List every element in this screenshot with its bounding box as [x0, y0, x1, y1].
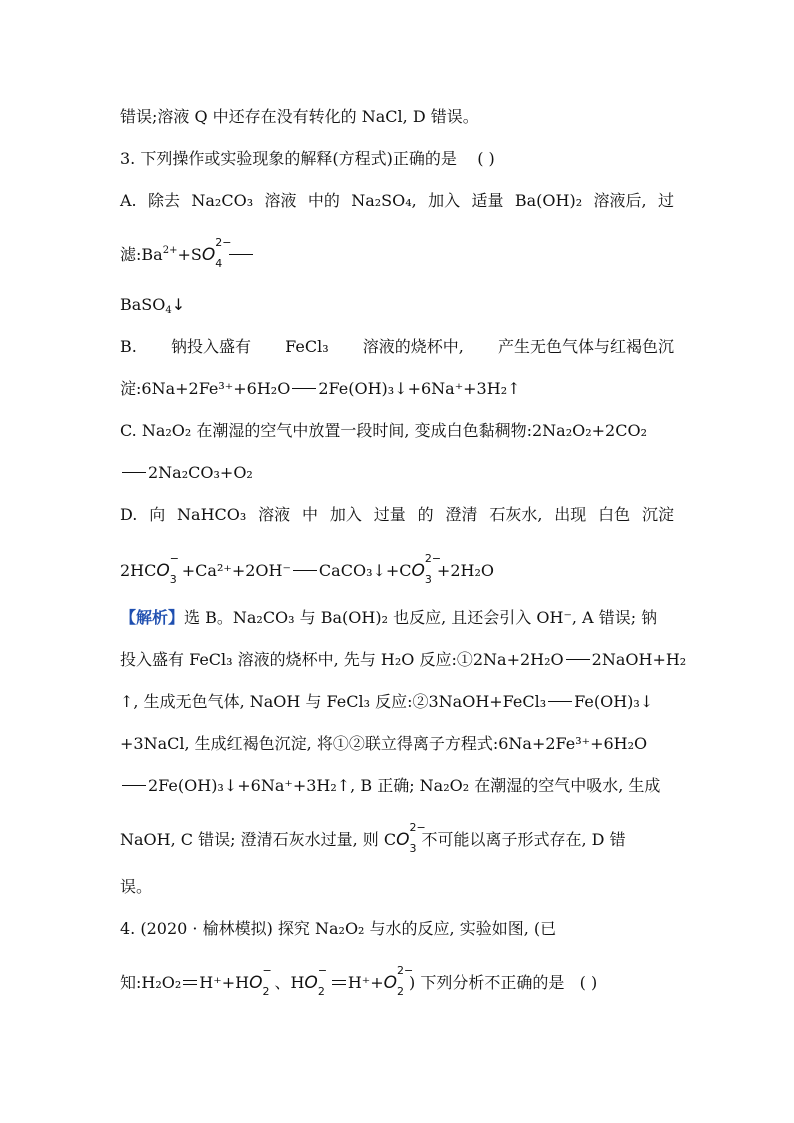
question-4-line2: 知:H₂O₂ H⁺+HO − 2 、HO − 2 H⁺+O 2− 2 ) 下列分析不正确的是 ( )	[120, 964, 598, 998]
word: 产生无色气体与红褐色沉	[497, 337, 674, 356]
word: 加入	[428, 191, 461, 210]
word: Na₂SO₄,	[351, 191, 417, 210]
word: NaHCO₃	[177, 505, 247, 524]
sulfate-ion: O 2− 4	[201, 236, 232, 270]
word: 过量	[373, 505, 406, 524]
word: 中的	[307, 191, 340, 210]
equilibrium-sign	[183, 980, 197, 985]
word: 溶液的烧杯中,	[362, 337, 464, 356]
text-line: 错误;溶液 Q 中还存在没有转化的 NaCl, D 错误。	[120, 107, 479, 126]
word: 加入	[329, 505, 362, 524]
word: Na₂CO₃	[191, 191, 254, 210]
carbonate-ion: O 2− 3	[396, 821, 426, 855]
word: 的	[417, 505, 434, 524]
word: 溶液后,	[593, 191, 647, 210]
word: 钠投入盛有	[170, 337, 251, 356]
analysis-line3: ↑, 生成无色气体, NaOH 与 FeCl₃ 反应:②3NaOH+FeCl₃ Fe(OH)₃↓	[120, 692, 654, 711]
question-4-line1: 4. (2020 · 榆林模拟) 探究 Na₂O₂ 与水的反应, 实验如图, (已	[120, 919, 557, 938]
option-a-line1	[120, 190, 674, 212]
option-b-line2: 淀:6Na+2Fe³⁺+6H₂O 2Fe(OH)₃↓+6Na⁺+3H₂↑	[120, 379, 521, 398]
analysis-line7: 误。	[120, 877, 153, 896]
question-3-stem: 3. 下列操作或实验现象的解释(方程式)正确的是 ( )	[120, 149, 495, 168]
word: FeCl₃	[285, 337, 329, 356]
word: Ba(OH)₂	[514, 191, 583, 210]
word: 除去	[148, 191, 181, 210]
analysis-line1: 【解析】选 B。Na₂CO₃ 与 Ba(OH)₂ 也反应, 且还会引入 OH⁻, A 错误; 钠	[120, 608, 658, 627]
peroxide-ion: O 2− 2	[383, 964, 414, 998]
option-b-line1	[120, 336, 674, 358]
word: 适量	[471, 191, 504, 210]
analysis-tag: 【解析】	[120, 608, 185, 627]
word: B.	[120, 337, 137, 356]
hydroperoxide-ion: O − 2	[304, 964, 328, 998]
hydroperoxide-ion: O − 2	[249, 964, 272, 998]
option-a-line3: BaSO$_4$↓	[120, 295, 186, 316]
word: D.	[120, 505, 138, 524]
word: 中	[302, 505, 319, 524]
word: 澄清	[445, 505, 478, 524]
option-a-line2: 滤$:Ba^{2+}+SO$ 2− 4	[120, 244, 255, 266]
analysis-line5: 2Fe(OH)₃↓+6Na⁺+3H₂↑, B 正确; Na₂O₂ 在潮湿的空气中吸水, 生成	[120, 775, 660, 797]
option-c-line2: 2Na₂CO₃+O₂	[120, 462, 253, 484]
bicarbonate-ion: O − 3	[156, 552, 179, 586]
analysis-line2: 投入盛有 FeCl₃ 溶液的烧杯中, 先与 H₂O 反应:①2Na+2H₂O 2NaOH+H₂	[120, 650, 687, 669]
word: 溶液	[264, 191, 297, 210]
analysis-line6: NaOH, C 错误; 澄清石灰水过量, 则 CO 2− 3 不可能以离子形式存在, D 错	[120, 821, 626, 855]
word: 沉淀	[641, 505, 674, 524]
equilibrium-sign	[332, 980, 346, 985]
option-d-line2: 2HCO − 3 +Ca²⁺+2OH⁻ CaCO₃↓+CO 2− 3 +2H₂O	[120, 552, 494, 586]
option-d-line1	[120, 504, 674, 526]
analysis-line4: +3NaCl, 生成红褐色沉淀, 将①②联立得离子方程式:6Na+2Fe³⁺+6H₂O	[120, 734, 648, 753]
word: 出现	[554, 505, 587, 524]
word: 石灰水,	[489, 505, 543, 524]
word: A.	[120, 191, 137, 210]
word: 过	[657, 191, 674, 210]
word: 溶液	[258, 505, 291, 524]
option-c-line1: C. Na₂O₂ 在潮湿的空气中放置一段时间, 变成白色黏稠物:2Na₂O₂+2CO₂	[120, 421, 648, 440]
carbonate-ion: O 2− 3	[411, 552, 442, 586]
word: 白色	[598, 505, 631, 524]
equals-line	[229, 254, 253, 255]
word: 向	[149, 505, 166, 524]
